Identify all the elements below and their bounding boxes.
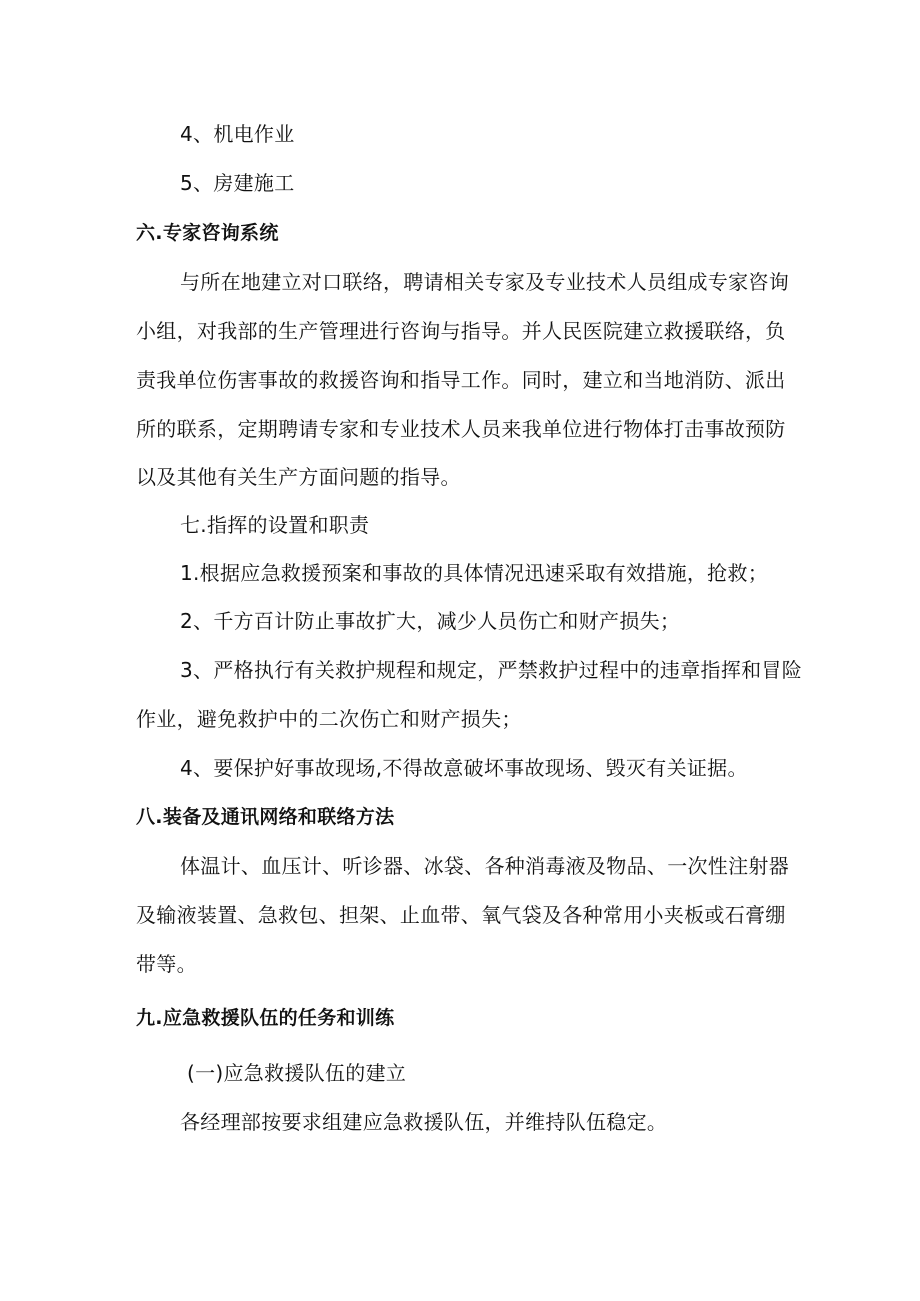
- list-item: 5、房建施工: [180, 171, 295, 195]
- paragraph-line: 与所在地建立对口联络，聘请相关专家及专业技术人员组成专家咨询: [180, 270, 789, 294]
- paragraph-line: 带等。: [136, 952, 197, 976]
- paragraph-line: 各经理部按要求组建应急救援队伍，并维持队伍稳定。: [180, 1110, 668, 1134]
- paragraph-line: 小组，对我部的生产管理进行咨询与指导。并人民医院建立救援联络，负: [136, 319, 786, 343]
- subsection-heading: (一)应急救援队伍的建立: [187, 1061, 407, 1085]
- list-item: 3、严格执行有关救护规程和规定，严禁救护过程中的违章指挥和冒险: [180, 658, 803, 682]
- paragraph-line: 及输液装置、急救包、担架、止血带、氧气袋及各种常用小夹板或石膏绷: [136, 903, 786, 927]
- list-item: 作业，避免救护中的二次伤亡和财产损失；: [136, 707, 522, 731]
- list-item: 4、机电作业: [180, 122, 295, 146]
- paragraph-line: 体温计、血压计、听诊器、冰袋、各种消毒液及物品、一次性注射器: [180, 854, 789, 878]
- paragraph-line: 责我单位伤害事故的救援咨询和指导工作。同时，建立和当地消防、派出: [136, 368, 786, 392]
- section-heading: 七.指挥的设置和职责: [180, 513, 370, 537]
- paragraph-line: 以及其他有关生产方面问题的指导。: [136, 465, 461, 489]
- section-heading: 六.专家咨询系统: [136, 222, 279, 244]
- list-item: 4、要保护好事故现场,不得故意破坏事故现场、毁灭有关证据。: [180, 756, 748, 780]
- list-item: 1.根据应急救援预案和事故的具体情况迅速采取有效措施，抢救；: [180, 561, 769, 585]
- paragraph-line: 所的联系，定期聘请专家和专业技术人员来我单位进行物体打击事故预防: [136, 417, 786, 441]
- list-item: 2、千方百计防止事故扩大，减少人员伤亡和财产损失；: [180, 609, 681, 633]
- section-heading: 九.应急救援队伍的任务和训练: [136, 1007, 395, 1029]
- section-heading: 八.装备及通讯网络和联络方法: [136, 806, 395, 828]
